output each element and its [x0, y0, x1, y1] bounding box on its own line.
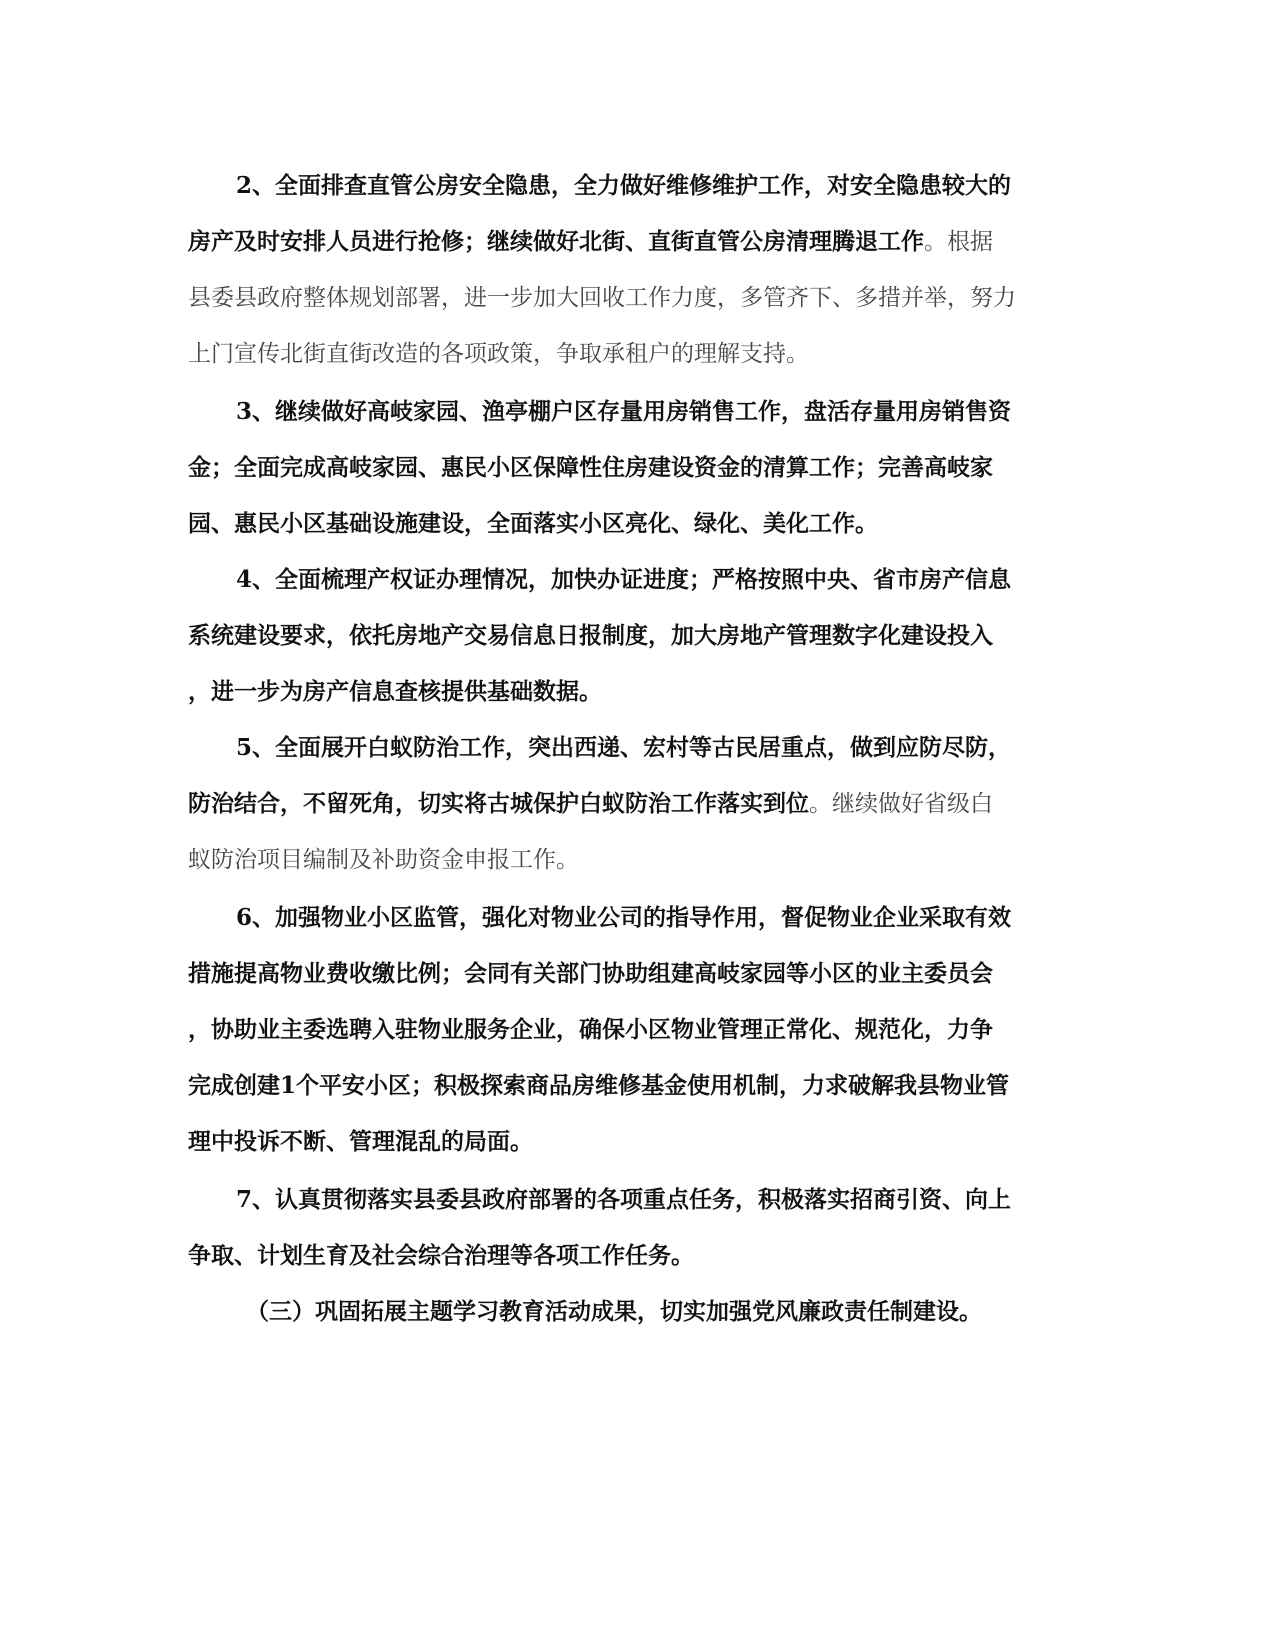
text-bold: 5、全面展开白蚁防治工作，突出西递、宏村等古民居重点，做到应防尽防， — [236, 734, 1012, 761]
paragraph-line — [188, 226, 1088, 258]
paragraph-line — [188, 1240, 1088, 1272]
text-bold: 完成创建1个平安小区；积极探索商品房维修基金使用机制，力求破解我县物业管 — [188, 1072, 1010, 1099]
text-bold: 园、惠民小区基础设施建设，全面落实小区亮化、绿化、美化工作。 — [188, 510, 878, 537]
paragraph-line — [188, 1070, 1088, 1102]
paragraph-line — [236, 396, 1136, 428]
paragraph-line — [236, 564, 1136, 596]
text-light: 。继续做好省级白 — [809, 791, 993, 817]
paragraph-line — [236, 1184, 1136, 1216]
paragraph-line — [188, 1126, 1088, 1158]
paragraph-line — [188, 338, 1088, 370]
text-bold: 措施提高物业费收缴比例；会同有关部门协助组建高岐家园等小区的业主委员会 — [188, 960, 993, 987]
paragraph-line — [188, 1014, 1088, 1046]
paragraph-line — [188, 282, 1088, 314]
text-light: 县委县政府整体规划部署，进一步加大回收工作力度，多管齐下、多措并举，努力 — [188, 285, 1016, 311]
text-bold: 理中投诉不断、管理混乱的局面。 — [188, 1128, 533, 1155]
text-light: 。根据 — [924, 229, 993, 255]
text-light: 蚁防治项目编制及补助资金申报工作。 — [188, 847, 579, 873]
paragraph-line — [188, 676, 1088, 708]
text-bold: 4、全面梳理产权证办理情况，加快办证进度；严格按照中央、省市房产信息 — [236, 566, 1012, 593]
text-bold: 3、继续做好高岐家园、渔亭棚户区存量用房销售工作，盘活存量用房销售资 — [236, 398, 1012, 425]
paragraph-line — [188, 844, 1088, 876]
paragraph-line — [188, 452, 1088, 484]
text-bold: 6、加强物业小区监管，强化对物业公司的指导作用，督促物业企业采取有效 — [236, 904, 1012, 931]
section-heading: （三）巩固拓展主题学习教育活动成果，切实加强党风廉政责任制建设。 — [246, 1298, 982, 1325]
paragraph-line — [188, 508, 1088, 540]
text-light: 上门宣传北街直街改造的各项政策，争取承租户的理解支持。 — [188, 341, 809, 367]
text-bold: 争取、计划生育及社会综合治理等各项工作任务。 — [188, 1242, 694, 1269]
paragraph-line — [236, 170, 1136, 202]
text-bold: 7、认真贯彻落实县委县政府部署的各项重点任务，积极落实招商引资、向上 — [236, 1186, 1012, 1213]
text-bold: 2、全面排查直管公房安全隐患，全力做好维修维护工作，对安全隐患较大的 — [236, 172, 1012, 199]
paragraph-line — [188, 788, 1088, 820]
text-bold: 房产及时安排人员进行抢修；继续做好北街、直街直管公房清理腾退工作 — [188, 228, 924, 255]
text-bold: ，协助业主委选聘入驻物业服务企业，确保小区物业管理正常化、规范化，力争 — [188, 1016, 993, 1043]
paragraph-line — [236, 902, 1136, 934]
text-bold: 防治结合，不留死角，切实将古城保护白蚁防治工作落实到位 — [188, 790, 809, 817]
paragraph-line — [188, 958, 1088, 990]
paragraph-line — [236, 732, 1136, 764]
text-bold: 金；全面完成高岐家园、惠民小区保障性住房建设资金的清算工作；完善高岐家 — [188, 454, 993, 481]
paragraph-line — [188, 620, 1088, 652]
text-bold: 系统建设要求，依托房地产交易信息日报制度，加大房地产管理数字化建设投入 — [188, 622, 993, 649]
text-bold: ，进一步为房产信息查核提供基础数据。 — [188, 678, 602, 705]
